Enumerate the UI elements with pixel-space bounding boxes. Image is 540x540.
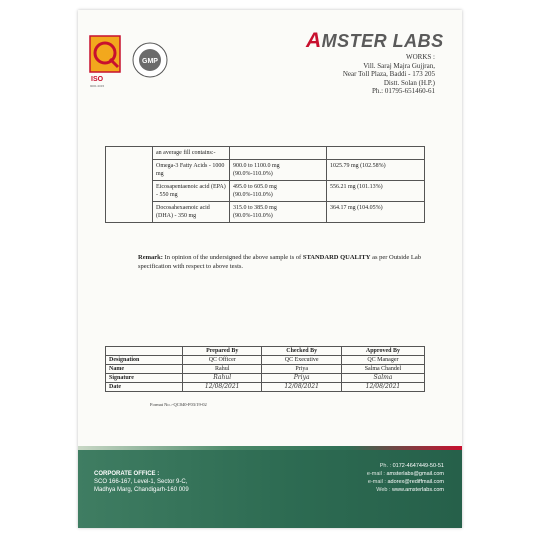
table-cell — [106, 347, 183, 356]
row-label: Signature — [106, 374, 183, 383]
table-row — [106, 347, 425, 356]
iso-sub-label: 9001:2015 — [90, 84, 105, 88]
works-line-1: Vill. Saraj Majra Gujjran, — [363, 61, 435, 70]
works-line-4: Ph.: 01795-651460-61 — [372, 87, 435, 96]
works-line-3: Distt. Solan (H.P.) — [383, 78, 435, 87]
corporate-office — [94, 470, 189, 494]
handwritten-date: 12/08/2021 — [183, 383, 262, 392]
table-cell: 900.0 to 1100.0 mg (90.0%-110.0%) — [230, 160, 327, 181]
iso-logo-icon — [88, 32, 122, 78]
handwritten-signature: Salma — [341, 374, 424, 383]
table-cell: QC Officer — [183, 356, 262, 365]
signature-table — [105, 346, 425, 392]
table-row — [106, 365, 425, 374]
quality-verdict: STANDARD QUALITY — [302, 254, 371, 261]
table-cell: 364.17 mg (104.05%) — [327, 202, 425, 223]
phone-number: 0172-4647449-50-51 — [392, 463, 444, 469]
table-header: Checked By — [262, 347, 341, 356]
format-number: Format No.:-QC040-F03/19-02 — [150, 402, 207, 407]
website-link[interactable]: www.amsterlabs.com — [392, 487, 444, 493]
table-row — [106, 383, 425, 392]
results-table — [105, 146, 425, 223]
corporate-line-2: Madhya Marg, Chandigarh-160 009 — [94, 487, 189, 493]
table-cell: Priya — [262, 365, 341, 374]
table-row — [106, 356, 425, 365]
works-line-2: Near Toll Plaza, Baddi - 173 205 — [342, 70, 435, 79]
table-cell — [327, 147, 425, 160]
footer — [78, 450, 462, 528]
table-cell: Docosahexaenoic acid (DHA) - 350 mg — [153, 202, 230, 223]
table-cell: Rahul — [183, 365, 262, 374]
iso-label: ISO — [91, 76, 104, 83]
table-cell: Eicosapentaenoic acid (EPA) - 550 mg — [153, 181, 230, 202]
handwritten-signature: Priya — [262, 374, 341, 383]
table-header: Approved By — [341, 347, 424, 356]
table-row — [106, 202, 425, 223]
table-cell — [230, 147, 327, 160]
row-label: Date — [106, 383, 183, 392]
row-label: Designation — [106, 356, 183, 365]
table-cell: 315.0 to 385.0 mg (90.0%-110.0%) — [230, 202, 327, 223]
corporate-line-1: SCO 166-167, Level-1, Sector 9-C, — [94, 479, 188, 485]
table-row — [106, 147, 425, 160]
contact-info: Ph. : 0172-4647449-50-51 e-mail : amsterlabs@gmail.com e-mail : adorex@rediffmail.com Web : www.amsterlabs.com — [366, 463, 444, 493]
table-row — [106, 160, 425, 181]
works-address — [275, 53, 435, 96]
table-cell: Salma Chandel — [341, 365, 424, 374]
gmp-seal-icon — [132, 42, 168, 78]
remark-label: Remark: — [138, 254, 163, 261]
handwritten-signature: Rahul — [183, 374, 262, 383]
row-label: Name — [106, 365, 183, 374]
table-cell: Omega-3 Fatty Acids - 1000 mg — [153, 160, 230, 181]
email-link[interactable]: amsterlabs@gmail.com — [386, 471, 444, 477]
table-cell — [106, 147, 153, 223]
table-cell: 556.21 mg (101.13%) — [327, 181, 425, 202]
table-cell: an average fill contains:- — [153, 147, 230, 160]
table-cell: QC Manager — [341, 356, 424, 365]
table-cell: 495.0 to 605.0 mg (90.0%-110.0%) — [230, 181, 327, 202]
corporate-office-title: CORPORATE OFFICE : — [94, 471, 160, 477]
table-cell: QC Executive — [262, 356, 341, 365]
gmp-label: GMP — [142, 58, 158, 65]
table-row — [106, 374, 425, 383]
email-link[interactable]: adorex@rediffmail.com — [387, 479, 444, 485]
company-logo: AMSTER LABS — [306, 29, 444, 52]
table-row — [106, 181, 425, 202]
table-header: Prepared By — [183, 347, 262, 356]
remark-paragraph: Remark: In opinion of the undersigned the above sample is of STANDARD QUALITY as per Outside Lab specification with respect to above tests. — [138, 254, 421, 270]
handwritten-date: 12/08/2021 — [341, 383, 424, 392]
handwritten-date: 12/08/2021 — [262, 383, 341, 392]
document-page — [78, 10, 462, 528]
table-cell: 1025.79 mg (102.58%) — [327, 160, 425, 181]
works-heading: WORKS : — [406, 53, 435, 61]
